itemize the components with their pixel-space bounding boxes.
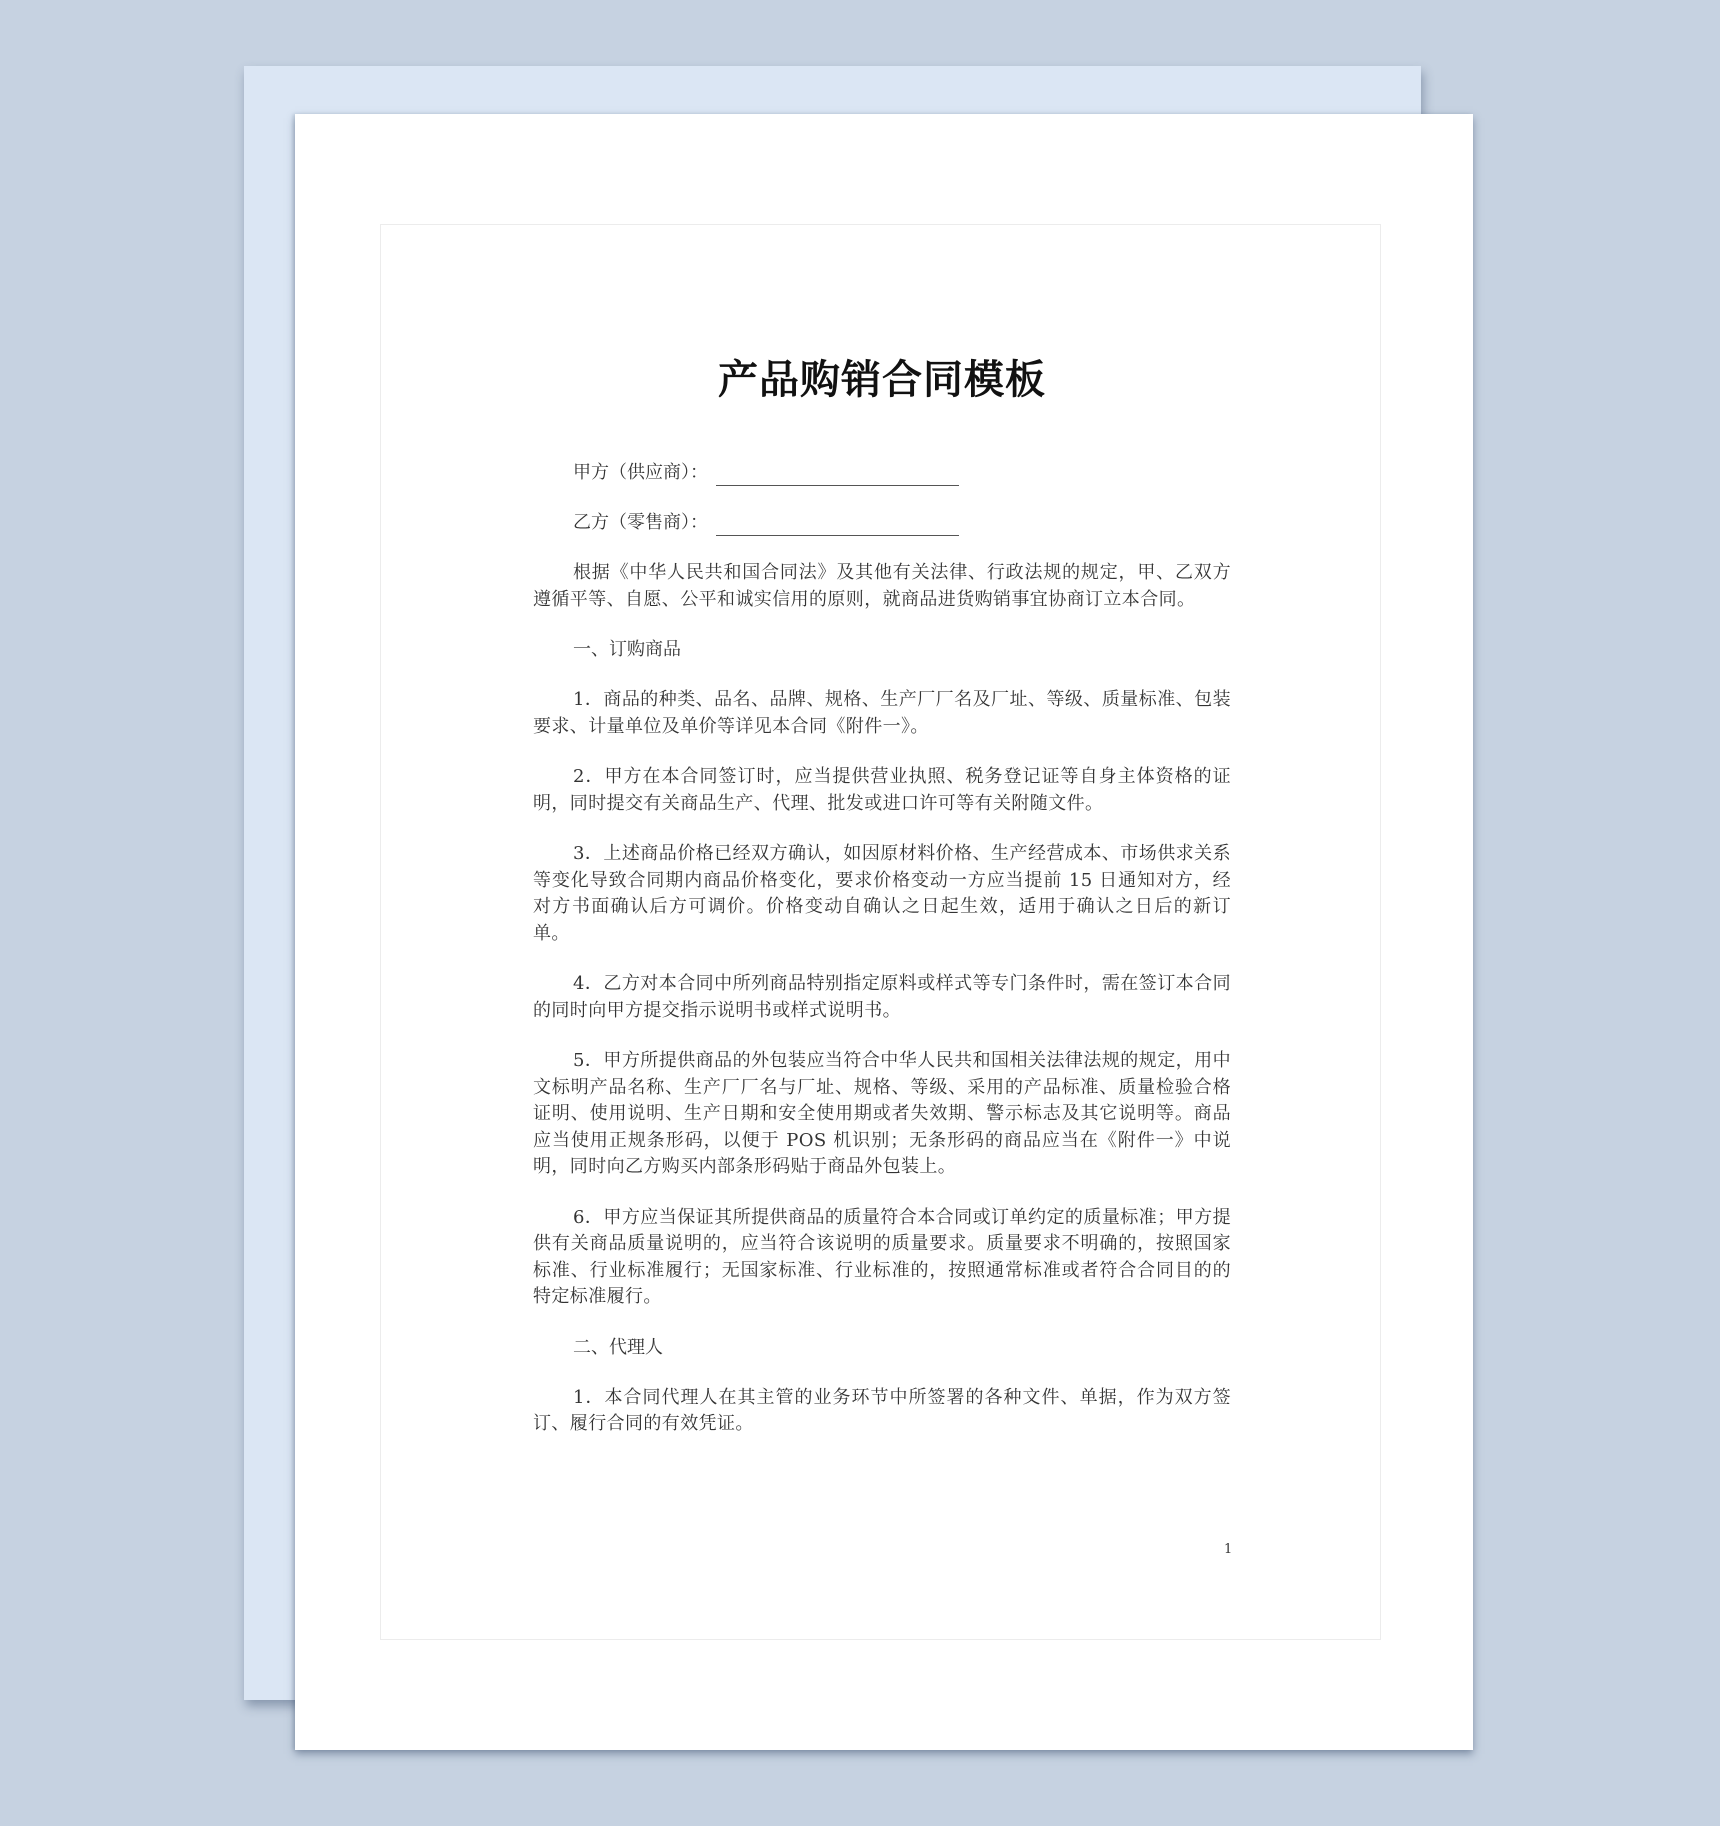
- party-b-label: 乙方（零售商）：: [573, 512, 708, 533]
- clause-2-1: 1．本合同代理人在其主管的业务环节中所签署的各种文件、单据，作为双方签订、履行合同的有效凭证。: [533, 1386, 1231, 1434]
- clause-1-6: 6．甲方应当保证其所提供商品的质量符合本合同或订单约定的质量标准；甲方提供有关商品质量说明的，应当符合该说明的质量要求。质量要求不明确的，按照国家标准、行业标准履行；无国家标准、行业标准的，按照通常标准或者符合合同目的的特定标准履行。: [533, 1206, 1231, 1307]
- clause-1-4: 4．乙方对本合同中所列商品特别指定原料或样式等专门条件时，需在签订本合同的同时向甲方提交指示说明书或样式说明书。: [533, 973, 1231, 1021]
- page-number: 1: [1224, 1542, 1233, 1557]
- party-a-line: [533, 460, 1231, 486]
- document-page: [295, 114, 1473, 1750]
- clause-1-5: 5．甲方所提供商品的外包装应当符合中华人民共和国相关法律法规的规定，用中文标明产品名称、生产厂厂名与厂址、规格、等级、采用的产品标准、质量检验合格证明、使用说明、生产日期和安全使用期或者失效期、警示标志及其它说明等。商品应当使用正规条形码，以便于 POS 机识别；无条形码的商品应当在《附件一》中说明，同时向乙方购买内部条形码贴于商品外包装上。: [533, 1050, 1231, 1177]
- party-a-label: 甲方（供应商）：: [573, 462, 708, 483]
- section-heading-agent: 二、代理人: [573, 1336, 663, 1358]
- page-content: [533, 354, 1231, 1462]
- clause-1-1: 1．商品的种类、品名、品牌、规格、生产厂厂名及厂址、等级、质量标准、包装要求、计量单位及单价等详见本合同《附件一》。: [533, 689, 1231, 737]
- party-b-line: [533, 510, 1231, 536]
- preamble-paragraph: 根据《中华人民共和国合同法》及其他有关法律、行政法规的规定，甲、乙双方遵循平等、自愿、公平和诚实信用的原则，就商品进货购销事宜协商订立本合同。: [533, 562, 1231, 610]
- document-title: 产品购销合同模板: [718, 357, 1046, 403]
- party-b-blank-field: [716, 515, 959, 536]
- party-a-blank-field: [716, 465, 959, 486]
- section-heading-ordering: 一、订购商品: [573, 639, 681, 660]
- clause-1-2: 2．甲方在本合同签订时，应当提供营业执照、税务登记证等自身主体资格的证明，同时提交有关商品生产、代理、批发或进口许可等有关附随文件。: [533, 766, 1231, 814]
- clause-1-3: 3．上述商品价格已经双方确认，如因原材料价格、生产经营成本、市场供求关系等变化导致合同期内商品价格变化，要求价格变动一方应当提前 15 日通知对方，经对方书面确认后方可调价。价格变动自确认之日起生效，适用于确认之日后的新订单。: [533, 843, 1231, 944]
